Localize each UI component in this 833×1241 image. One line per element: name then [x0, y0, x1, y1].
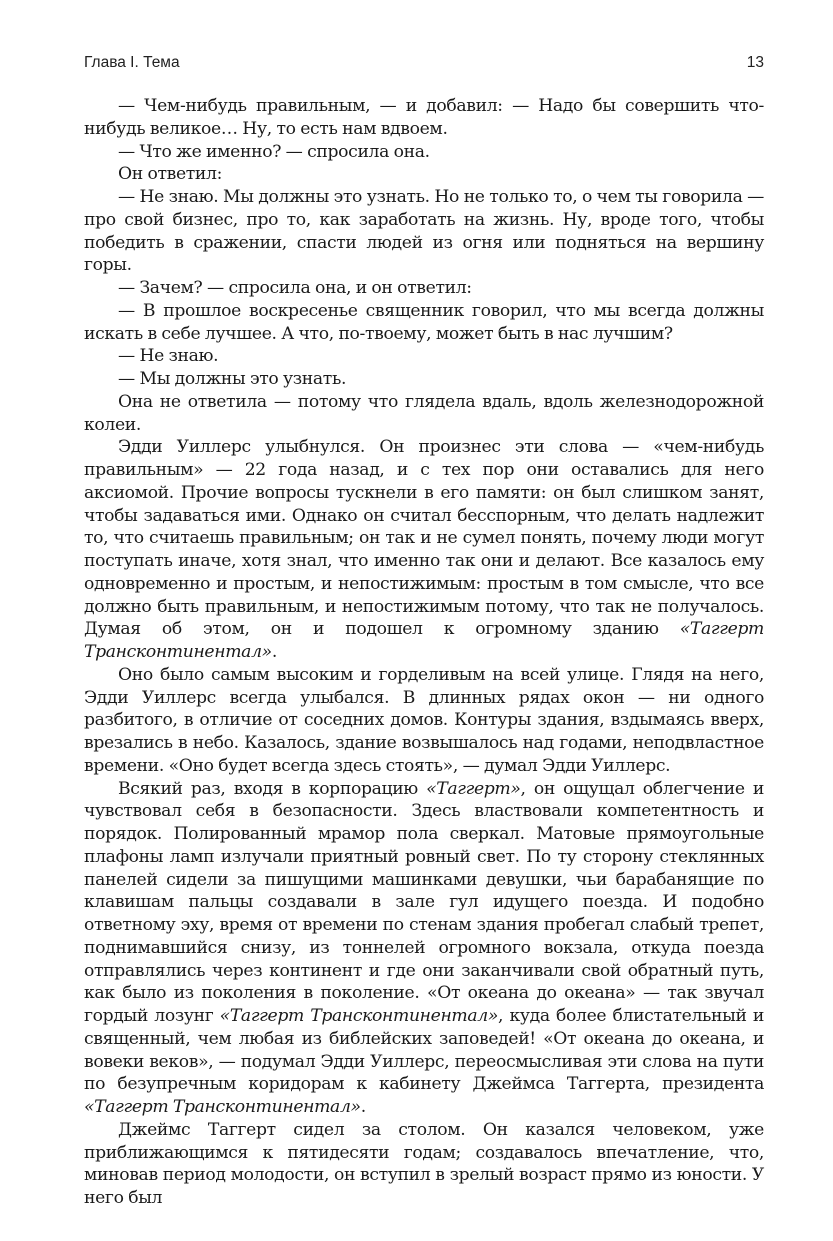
page-number: 13: [746, 54, 764, 71]
paragraph: — Зачем? — спросила она, и он ответил:: [118, 278, 472, 298]
paragraph: Джеймс Таггерт сидел за столом. Он казался человеком, уже приближающимся к пятидесяти годам; создавалось впечатление, что, миновав период молодости, он вступил в зрелый возраст прямо из юности. У него был: [84, 1119, 764, 1208]
italic-name: «Таггерт Трансконтинентал»: [84, 619, 764, 662]
paragraph: Она не ответила — потому что глядела вдаль, вдоль железнодорожной колеи.: [84, 391, 764, 435]
running-header: [84, 54, 764, 76]
italic-name: «Таггерт»: [426, 778, 521, 799]
paragraph: — Что же именно? — спросила она.: [118, 141, 430, 162]
paragraph: Эдди Уиллерс улыбнулся. Он произнес эти слова — «чем-нибудь правильным» — 22 года назад, и с тех пор они оставались для него аксиомой. Прочие вопросы тускнели в его памяти: он был слишком занят, чтобы задаваться ими. Однако он считал бесспорным, что делать надлежит то, что считаешь правильным; он так и не сумел понять, почему люди могут поступать иначе, хотя знал, что именно так они и делают. Все казалось ему одновременно и простым, и непостижимым: простым в том смысле, что все должно быть правильным, и непостижимым потому, что так не получалось. Думая об этом, он и подошел к огромному зданию «Таггерт Трансконтинентал».: [84, 437, 764, 662]
chapter-title: Глава I. Тема: [84, 54, 180, 71]
paragraph: Всякий раз, входя в корпорацию «Таггерт», он ощущал облегчение и чувствовал себя в безопасности. Здесь властвовали компетентность и порядок. Полированный мрамор пола сверкал. Матовые прямоугольные плафоны ламп излучали приятный ровный свет. По ту сторону стеклянных панелей сидели за пишущими машинками девушки, чьи барабанящие по клавишам пальцы создавали в зале гул идущего поезда. И подобно ответному эху, время от времени по стенам здания пробегал слабый трепет, поднимавшийся снизу, из тоннелей огромного вокзала, откуда поезда отправлялись через континент и где они заканчивали свой обратный путь, как было из поколения в поколение. «От океана до океана» — так звучал гордый лозунг «Таггерт Трансконтинентал», куда более блистательный и священный, чем любая из библейских заповедей! «От океана до океана, и вовеки веков», — подумал Эдди Уиллерс, переосмысливая эти слова на пути по безупречным коридорам к кабинету Джеймса Таггерта, президента «Таггерт Трансконтинентал».: [84, 778, 764, 1117]
body-text: [84, 95, 764, 1210]
paragraph: Оно было самым высоким и горделивым на всей улице. Глядя на него, Эдди Уиллерс всегда улыбался. В длинных рядах окон — ни одного разбитого, в отличие от соседних домов. Контуры здания, вздымаясь вверх, врезались в небо. Казалось, здание возвышалось над годами, неподвластное времени. «Оно будет всегда здесь стоять», — думал Эдди Уиллерс.: [84, 664, 764, 776]
paragraph: — Мы должны это узнать.: [118, 369, 347, 389]
paragraph: — Не знаю. Мы должны это узнать. Но не только то, о чем ты говорила — про свой бизнес, про то, как заработать на жизнь. Ну, вроде того, чтобы победить в сражении, спасти людей из огня или подняться на вершину горы.: [84, 187, 764, 276]
paragraph: Он ответил:: [118, 164, 223, 185]
paragraph: — Чем-нибудь правильным, — и добавил: — Надо бы совершить что-нибудь великое… Ну, то есть нам вдвоем.: [84, 96, 764, 139]
paragraph: — Не знаю.: [118, 346, 219, 367]
paragraph: — В прошлое воскресенье священник говорил, что мы всегда должны искать в себе лучшее. А что, по-твоему, может быть в нас лучшим?: [84, 300, 764, 344]
italic-name: «Таггерт Трансконтинентал»: [84, 1097, 361, 1117]
italic-name: «Таггерт Трансконтинентал»: [219, 1006, 499, 1026]
